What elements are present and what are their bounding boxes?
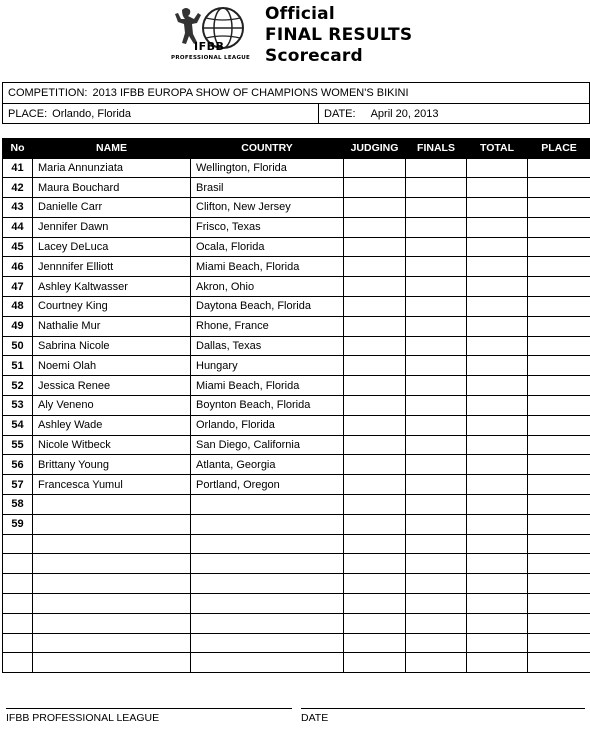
- competitor-name: Nathalie Mur: [33, 316, 191, 336]
- judging-score-cell: [344, 217, 406, 237]
- place-cell: [528, 574, 590, 594]
- league-signature: [6, 702, 292, 728]
- competitor-number: 56: [3, 455, 33, 475]
- competitor-number: [3, 594, 33, 614]
- competitor-country: Miami Beach, Florida: [191, 257, 344, 277]
- place-cell: [528, 435, 590, 455]
- finals-score-cell: [406, 613, 467, 633]
- finals-score-cell: [406, 475, 467, 495]
- finals-score-cell: [406, 633, 467, 653]
- place-cell: [528, 237, 590, 257]
- competitor-name: Lacey DeLuca: [33, 237, 191, 257]
- header-finals: FINALS: [406, 138, 467, 158]
- competitor-number: [3, 534, 33, 554]
- competitor-country: Daytona Beach, Florida: [191, 297, 344, 317]
- total-score-cell: [467, 257, 528, 277]
- place-cell: [528, 495, 590, 515]
- competitor-number: 44: [3, 217, 33, 237]
- place-cell: [528, 534, 590, 554]
- place-cell: [528, 455, 590, 475]
- finals-score-cell: [406, 316, 467, 336]
- date-signature: [301, 702, 585, 728]
- competitor-name: Noemi Olah: [33, 356, 191, 376]
- table-row: [3, 158, 590, 178]
- judging-score-cell: [344, 415, 406, 435]
- place-cell: [528, 198, 590, 218]
- total-score-cell: [467, 475, 528, 495]
- judging-score-cell: [344, 376, 406, 396]
- competitor-name: Sabrina Nicole: [33, 336, 191, 356]
- competitor-country: [191, 594, 344, 614]
- table-row: [3, 435, 590, 455]
- competitor-country: Boynton Beach, Florida: [191, 396, 344, 416]
- competitor-name: [33, 613, 191, 633]
- total-score-cell: [467, 217, 528, 237]
- header-place: PLACE: [528, 138, 590, 158]
- competitor-name: [33, 554, 191, 574]
- competitor-number: 57: [3, 475, 33, 495]
- competitor-country: Frisco, Texas: [191, 217, 344, 237]
- competitor-country: [191, 574, 344, 594]
- competitor-name: [33, 653, 191, 673]
- competitor-number: 48: [3, 297, 33, 317]
- competitor-country: Wellington, Florida: [191, 158, 344, 178]
- total-score-cell: [467, 613, 528, 633]
- competitor-country: Dallas, Texas: [191, 336, 344, 356]
- finals-score-cell: [406, 396, 467, 416]
- results-table: [2, 138, 590, 673]
- logo-wordmark: IFBB: [194, 40, 225, 53]
- league-signature-label: IFBB PROFESSIONAL LEAGUE: [6, 712, 160, 724]
- finals-score-cell: [406, 554, 467, 574]
- place-cell: [528, 217, 590, 237]
- total-score-cell: [467, 158, 528, 178]
- logo-subtitle: PROFESSIONAL LEAGUE: [171, 55, 251, 61]
- judging-score-cell: [344, 277, 406, 297]
- competitor-name: [33, 633, 191, 653]
- competitor-number: 58: [3, 495, 33, 515]
- competitor-number: 46: [3, 257, 33, 277]
- competitor-name: Jessica Renee: [33, 376, 191, 396]
- judging-score-cell: [344, 356, 406, 376]
- place-value: Orlando, Florida: [52, 107, 132, 120]
- competitor-country: Portland, Oregon: [191, 475, 344, 495]
- finals-score-cell: [406, 376, 467, 396]
- table-row: [3, 257, 590, 277]
- place-cell: [528, 158, 590, 178]
- finals-score-cell: [406, 158, 467, 178]
- league-signature-line: [6, 708, 292, 709]
- finals-score-cell: [406, 653, 467, 673]
- results-body: [3, 158, 590, 673]
- total-score-cell: [467, 594, 528, 614]
- competitor-name: Aly Veneno: [33, 396, 191, 416]
- scorecard-title: [265, 4, 412, 67]
- judging-score-cell: [344, 257, 406, 277]
- competitor-name: [33, 594, 191, 614]
- judging-score-cell: [344, 554, 406, 574]
- finals-score-cell: [406, 514, 467, 534]
- competitor-name: Maura Bouchard: [33, 178, 191, 198]
- table-row: [3, 277, 590, 297]
- competitor-country: [191, 613, 344, 633]
- table-row: [3, 574, 590, 594]
- total-score-cell: [467, 356, 528, 376]
- competitor-name: Ashley Kaltwasser: [33, 277, 191, 297]
- table-row: [3, 217, 590, 237]
- competitor-number: [3, 613, 33, 633]
- finals-score-cell: [406, 217, 467, 237]
- table-row: [3, 534, 590, 554]
- competitor-name: Danielle Carr: [33, 198, 191, 218]
- finals-score-cell: [406, 594, 467, 614]
- competitor-country: Miami Beach, Florida: [191, 376, 344, 396]
- finals-score-cell: [406, 277, 467, 297]
- table-row: [3, 475, 590, 495]
- finals-score-cell: [406, 534, 467, 554]
- place-cell: [528, 336, 590, 356]
- judging-score-cell: [344, 574, 406, 594]
- place-cell: [528, 633, 590, 653]
- table-row: [3, 514, 590, 534]
- competitor-country: Brasil: [191, 178, 344, 198]
- place-cell: [528, 316, 590, 336]
- place-cell: [528, 356, 590, 376]
- finals-score-cell: [406, 198, 467, 218]
- place-cell: [528, 613, 590, 633]
- judging-score-cell: [344, 455, 406, 475]
- judging-score-cell: [344, 158, 406, 178]
- competitor-country: [191, 514, 344, 534]
- table-row: [3, 376, 590, 396]
- date-value: April 20, 2013: [370, 107, 439, 120]
- place-cell: [528, 277, 590, 297]
- competitor-country: Orlando, Florida: [191, 415, 344, 435]
- judging-score-cell: [344, 396, 406, 416]
- total-score-cell: [467, 376, 528, 396]
- competitor-number: 52: [3, 376, 33, 396]
- competitor-name: Maria Annunziata: [33, 158, 191, 178]
- header-no: No: [3, 138, 33, 158]
- competitor-name: [33, 514, 191, 534]
- total-score-cell: [467, 415, 528, 435]
- total-score-cell: [467, 633, 528, 653]
- total-score-cell: [467, 574, 528, 594]
- place-cell: [528, 297, 590, 317]
- competition-row: [3, 83, 589, 103]
- competitor-name: Francesca Yumul: [33, 475, 191, 495]
- total-score-cell: [467, 277, 528, 297]
- place-cell: [528, 514, 590, 534]
- table-row: [3, 356, 590, 376]
- date-label: DATE:: [324, 107, 356, 120]
- finals-score-cell: [406, 574, 467, 594]
- competitor-number: 41: [3, 158, 33, 178]
- table-row: [3, 653, 590, 673]
- judging-score-cell: [344, 297, 406, 317]
- competitor-country: [191, 653, 344, 673]
- total-score-cell: [467, 534, 528, 554]
- total-score-cell: [467, 653, 528, 673]
- date-signature-line: [301, 708, 585, 709]
- title-line-1: Official: [265, 4, 335, 24]
- judging-score-cell: [344, 316, 406, 336]
- table-row: [3, 237, 590, 257]
- competitor-country: Akron, Ohio: [191, 277, 344, 297]
- competitor-number: 49: [3, 316, 33, 336]
- finals-score-cell: [406, 297, 467, 317]
- competition-info: [2, 82, 590, 124]
- finals-score-cell: [406, 435, 467, 455]
- finals-score-cell: [406, 178, 467, 198]
- judging-score-cell: [344, 475, 406, 495]
- title-line-2: FINAL RESULTS: [265, 25, 413, 45]
- scorecard-header: [0, 0, 590, 78]
- total-score-cell: [467, 495, 528, 515]
- judging-score-cell: [344, 633, 406, 653]
- finals-score-cell: [406, 257, 467, 277]
- judging-score-cell: [344, 178, 406, 198]
- competitor-number: 54: [3, 415, 33, 435]
- finals-score-cell: [406, 336, 467, 356]
- competitor-number: 53: [3, 396, 33, 416]
- competitor-name: Brittany Young: [33, 455, 191, 475]
- table-row: [3, 415, 590, 435]
- competitor-number: [3, 574, 33, 594]
- table-row: [3, 633, 590, 653]
- competitor-country: Rhone, France: [191, 316, 344, 336]
- competition-label: COMPETITION:: [8, 87, 88, 99]
- total-score-cell: [467, 198, 528, 218]
- competitor-number: 45: [3, 237, 33, 257]
- competitor-name: Nicole Witbeck: [33, 435, 191, 455]
- table-row: [3, 316, 590, 336]
- header-name: NAME: [33, 138, 191, 158]
- competitor-number: 55: [3, 435, 33, 455]
- total-score-cell: [467, 435, 528, 455]
- competitor-number: 43: [3, 198, 33, 218]
- finals-score-cell: [406, 455, 467, 475]
- table-header-row: [3, 138, 590, 158]
- judging-score-cell: [344, 336, 406, 356]
- competitor-name: Ashley Wade: [33, 415, 191, 435]
- date-signature-label: DATE: [301, 712, 329, 724]
- competitor-country: [191, 495, 344, 515]
- total-score-cell: [467, 316, 528, 336]
- title-line-3: Scorecard: [265, 46, 363, 66]
- judging-score-cell: [344, 594, 406, 614]
- place-cell: [528, 594, 590, 614]
- judging-score-cell: [344, 237, 406, 257]
- competitor-country: Ocala, Florida: [191, 237, 344, 257]
- place-cell: [528, 376, 590, 396]
- competitor-country: Atlanta, Georgia: [191, 455, 344, 475]
- place-date-row: [3, 103, 589, 123]
- table-row: [3, 594, 590, 614]
- judging-score-cell: [344, 198, 406, 218]
- place-cell: [528, 475, 590, 495]
- table-row: [3, 396, 590, 416]
- table-row: [3, 613, 590, 633]
- competitor-country: [191, 534, 344, 554]
- header-judging: JUDGING: [344, 138, 406, 158]
- table-row: [3, 455, 590, 475]
- judging-score-cell: [344, 435, 406, 455]
- competitor-number: [3, 633, 33, 653]
- competitor-country: [191, 633, 344, 653]
- competitor-name: [33, 495, 191, 515]
- competitor-name: Courtney King: [33, 297, 191, 317]
- competitor-country: San Diego, California: [191, 435, 344, 455]
- total-score-cell: [467, 396, 528, 416]
- competitor-number: [3, 653, 33, 673]
- total-score-cell: [467, 237, 528, 257]
- competitor-name: [33, 534, 191, 554]
- judging-score-cell: [344, 653, 406, 673]
- place-cell: [528, 653, 590, 673]
- competitor-number: 50: [3, 336, 33, 356]
- judging-score-cell: [344, 534, 406, 554]
- table-row: [3, 336, 590, 356]
- place-cell: [528, 554, 590, 574]
- competitor-number: 42: [3, 178, 33, 198]
- place-cell: [528, 178, 590, 198]
- finals-score-cell: [406, 495, 467, 515]
- total-score-cell: [467, 514, 528, 534]
- place-cell: [528, 396, 590, 416]
- judging-score-cell: [344, 613, 406, 633]
- judging-score-cell: [344, 495, 406, 515]
- competitor-name: Jennnifer Elliott: [33, 257, 191, 277]
- competitor-country: [191, 554, 344, 574]
- total-score-cell: [467, 178, 528, 198]
- place-cell: [528, 415, 590, 435]
- place-cell: [528, 257, 590, 277]
- finals-score-cell: [406, 237, 467, 257]
- competitor-number: 51: [3, 356, 33, 376]
- total-score-cell: [467, 297, 528, 317]
- total-score-cell: [467, 455, 528, 475]
- competitor-name: [33, 574, 191, 594]
- competition-value: 2013 IFBB EUROPA SHOW OF CHAMPIONS WOMEN'S BIKINI: [92, 87, 409, 99]
- competitor-number: 47: [3, 277, 33, 297]
- place-label: PLACE:: [8, 107, 48, 120]
- finals-score-cell: [406, 356, 467, 376]
- judging-score-cell: [344, 514, 406, 534]
- finals-score-cell: [406, 415, 467, 435]
- competitor-country: Clifton, New Jersey: [191, 198, 344, 218]
- header-total: TOTAL: [467, 138, 528, 158]
- competitor-country: Hungary: [191, 356, 344, 376]
- table-row: [3, 297, 590, 317]
- competitor-number: [3, 554, 33, 574]
- competitor-number: 59: [3, 514, 33, 534]
- total-score-cell: [467, 554, 528, 574]
- table-row: [3, 554, 590, 574]
- total-score-cell: [467, 336, 528, 356]
- header-country: COUNTRY: [191, 138, 344, 158]
- competitor-name: Jennifer Dawn: [33, 217, 191, 237]
- table-row: [3, 198, 590, 218]
- table-row: [3, 178, 590, 198]
- table-row: [3, 495, 590, 515]
